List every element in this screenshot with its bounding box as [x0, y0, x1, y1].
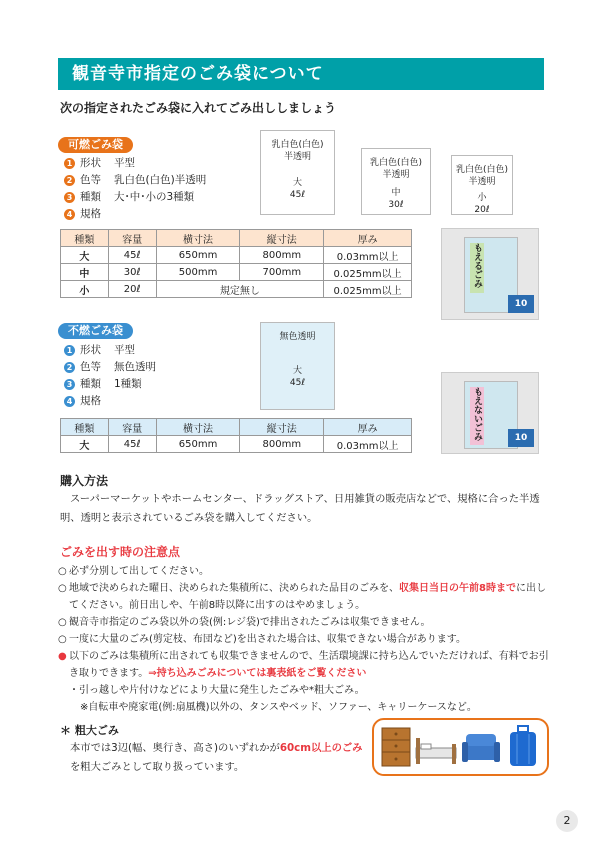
table-cell: 800mm	[240, 247, 324, 264]
table-cell: 800mm	[240, 436, 324, 453]
large-text-post: を粗大ごみとして取り扱っています。	[70, 761, 245, 773]
spec-value: 乳白色(白色)半透明	[114, 174, 207, 186]
bag-transparency: 半透明	[382, 170, 410, 180]
bag-size: 大	[292, 366, 302, 376]
note-sub: ※自転車や廃家電(例:扇風機)以外の、タンスやベッド、ソファー、キャリーケースなど。	[80, 702, 477, 713]
large-garbage-illustration	[372, 718, 549, 776]
table-cell: 650mm	[156, 247, 240, 264]
notes-heading: ごみを出す時の注意点	[60, 545, 181, 559]
list-item	[58, 631, 553, 648]
table-cell: 700mm	[240, 264, 324, 281]
table-header-row	[61, 419, 412, 436]
table-header: 種類	[61, 419, 109, 436]
bullet-icon: ○	[58, 566, 67, 577]
page-title: 観音寺市指定のごみ袋について	[58, 58, 544, 90]
table-header: 横寸法	[156, 230, 240, 247]
dresser-icon	[382, 728, 410, 766]
table-cell: 小	[61, 281, 109, 298]
table-cell: 大	[61, 436, 109, 453]
spec-value: 無色透明	[114, 361, 156, 373]
spec-item	[64, 376, 156, 393]
bag-color: 乳白色(白色)	[271, 140, 324, 150]
list-item	[58, 614, 553, 631]
table-header: 容量	[108, 230, 156, 247]
note-highlight: ⇒持ち込みごみについては裏表紙をご覧ください	[148, 668, 367, 679]
page-number: 2	[556, 810, 578, 832]
burnable-spec-table	[60, 229, 412, 298]
table-header: 種類	[61, 230, 109, 247]
bag-size: 大	[292, 178, 302, 188]
nonburnable-spec-table	[60, 418, 412, 453]
photo-label: もえないごみ	[470, 387, 484, 445]
spec-number: 1	[64, 345, 75, 356]
large-text	[70, 739, 370, 777]
bag-transparency: 半透明	[283, 152, 311, 162]
table-cell: 30ℓ	[108, 264, 156, 281]
spec-key: 形状	[80, 344, 101, 356]
list-item	[58, 580, 553, 614]
list-item	[58, 648, 553, 682]
bag-color: 無色透明	[279, 332, 316, 342]
table-cell: 0.025mm以上	[324, 281, 412, 298]
large-text-pre: 本市では3辺(幅、奥行き、高さ)のいずれかが	[70, 742, 280, 754]
photo-label: もえるごみ	[470, 243, 484, 293]
note-text: に出してください。前日出しや、午前8時以降に出すのはやめましょう。	[69, 583, 546, 611]
table-cell: 45ℓ	[108, 436, 156, 453]
table-header: 容量	[108, 419, 156, 436]
burnable-bag-photo	[441, 228, 539, 320]
spec-number: 2	[64, 362, 75, 373]
spec-key: 規格	[80, 395, 101, 407]
table-row	[61, 281, 412, 298]
note-highlight: 収集日当日の午前8時まで	[399, 583, 516, 594]
notes-list	[58, 563, 553, 716]
large-highlight: 60cm以上のごみ	[279, 742, 363, 754]
spec-number: 2	[64, 175, 75, 186]
photo-tag: 10	[508, 429, 534, 447]
table-header-row	[61, 230, 412, 247]
spec-key: 種類	[80, 378, 101, 390]
bullet-icon: ○	[58, 583, 67, 594]
spec-value: 平型	[114, 157, 135, 169]
table-header: 横寸法	[156, 419, 240, 436]
page-subtitle: 次の指定されたごみ袋に入れてごみ出ししましょう	[60, 101, 337, 115]
table-cell: 0.03mm以上	[324, 436, 412, 453]
sofa-icon	[462, 734, 500, 762]
table-header: 縦寸法	[240, 230, 324, 247]
bag-large-illustration	[260, 130, 335, 215]
spec-number: 4	[64, 396, 75, 407]
bullet-icon: ○	[58, 617, 67, 628]
bullet-icon: ●	[58, 651, 67, 662]
table-cell: 規定無し	[156, 281, 324, 298]
spec-key: 規格	[80, 208, 101, 220]
spec-item	[64, 155, 206, 172]
table-cell: 20ℓ	[108, 281, 156, 298]
table-header: 厚み	[324, 230, 412, 247]
spec-key: 種類	[80, 191, 101, 203]
spec-number: 1	[64, 158, 75, 169]
spec-item	[64, 206, 206, 223]
table-cell: 650mm	[156, 436, 240, 453]
spec-item	[64, 172, 206, 189]
note-text: 一度に大量のごみ(剪定枝、布団など)を出された場合は、収集できない場合があります。	[69, 634, 467, 645]
bag-transparency: 半透明	[468, 177, 496, 187]
bag-small-illustration	[451, 155, 513, 215]
note-sub: ・引っ越しや片付けなどにより大量に発生したごみや*粗大ごみ。	[69, 685, 365, 696]
bag-medium-illustration	[361, 148, 431, 215]
table-cell: 中	[61, 264, 109, 281]
purchase-heading: 購入方法	[60, 474, 109, 488]
list-item	[58, 563, 553, 580]
bag-volume: 20ℓ	[474, 205, 490, 215]
spec-number: 3	[64, 379, 75, 390]
table-cell: 500mm	[156, 264, 240, 281]
spec-number: 4	[64, 209, 75, 220]
bullet-icon: ○	[58, 634, 67, 645]
nonburnable-label: 不燃ごみ袋	[58, 323, 133, 339]
bag-volume: 45ℓ	[289, 378, 306, 388]
table-cell: 大	[61, 247, 109, 264]
note-text: 以下のごみは集積所に出されても収集できませんので、生活環境課に持ち込んでいただければ、有料でお引き取りできます。	[69, 651, 549, 679]
photo-tag: 10	[508, 295, 534, 313]
nonburnable-bag-photo	[441, 372, 539, 454]
table-row	[61, 436, 412, 453]
note-text: 地域で決められた曜日、決められた集積所に、決められた品目のごみを、	[69, 583, 399, 594]
spec-value: 平型	[114, 344, 135, 356]
table-cell: 0.025mm以上	[324, 264, 412, 281]
note-text: 観音寺市指定のごみ袋以外の袋(例:レジ袋)で排出されたごみは収集できません。	[69, 617, 431, 628]
spec-number: 3	[64, 192, 75, 203]
burnable-spec-list	[64, 155, 206, 223]
large-heading: ＊ 粗大ごみ	[60, 724, 119, 737]
bag-color: 乳白色(白色)	[455, 165, 509, 175]
table-header: 厚み	[324, 419, 412, 436]
note-text: 必ず分別して出してください。	[69, 566, 209, 577]
table-cell: 45ℓ	[108, 247, 156, 264]
spec-item	[64, 189, 206, 206]
spec-value: 大･中･小の3種類	[114, 191, 195, 203]
table-header: 縦寸法	[240, 419, 324, 436]
spec-item	[64, 393, 156, 410]
spec-value: 1種類	[114, 378, 142, 390]
bag-volume: 45ℓ	[289, 190, 306, 200]
spec-item	[64, 359, 156, 376]
table-row	[61, 264, 412, 281]
burnable-label: 可燃ごみ袋	[58, 137, 133, 153]
bed-icon	[416, 738, 456, 764]
bag-clear-illustration	[260, 322, 335, 410]
bag-volume: 30ℓ	[388, 200, 404, 210]
bag-size: 小	[477, 193, 487, 203]
table-cell: 0.03mm以上	[324, 247, 412, 264]
purchase-text: スーパーマーケットやホームセンター、ドラッグストア、日用雑貨の販売店などで、規格に合った半透明、透明と表示されているごみ袋を購入してください。	[60, 493, 540, 524]
spec-key: 形状	[80, 157, 101, 169]
spec-key: 色等	[80, 361, 101, 373]
spec-item	[64, 342, 156, 359]
bag-color: 乳白色(白色)	[369, 158, 423, 168]
spec-key: 色等	[80, 174, 101, 186]
bag-size: 中	[391, 188, 401, 198]
furniture-icons	[374, 720, 547, 774]
suitcase-icon	[510, 726, 536, 766]
table-row	[61, 247, 412, 264]
nonburnable-spec-list	[64, 342, 156, 410]
